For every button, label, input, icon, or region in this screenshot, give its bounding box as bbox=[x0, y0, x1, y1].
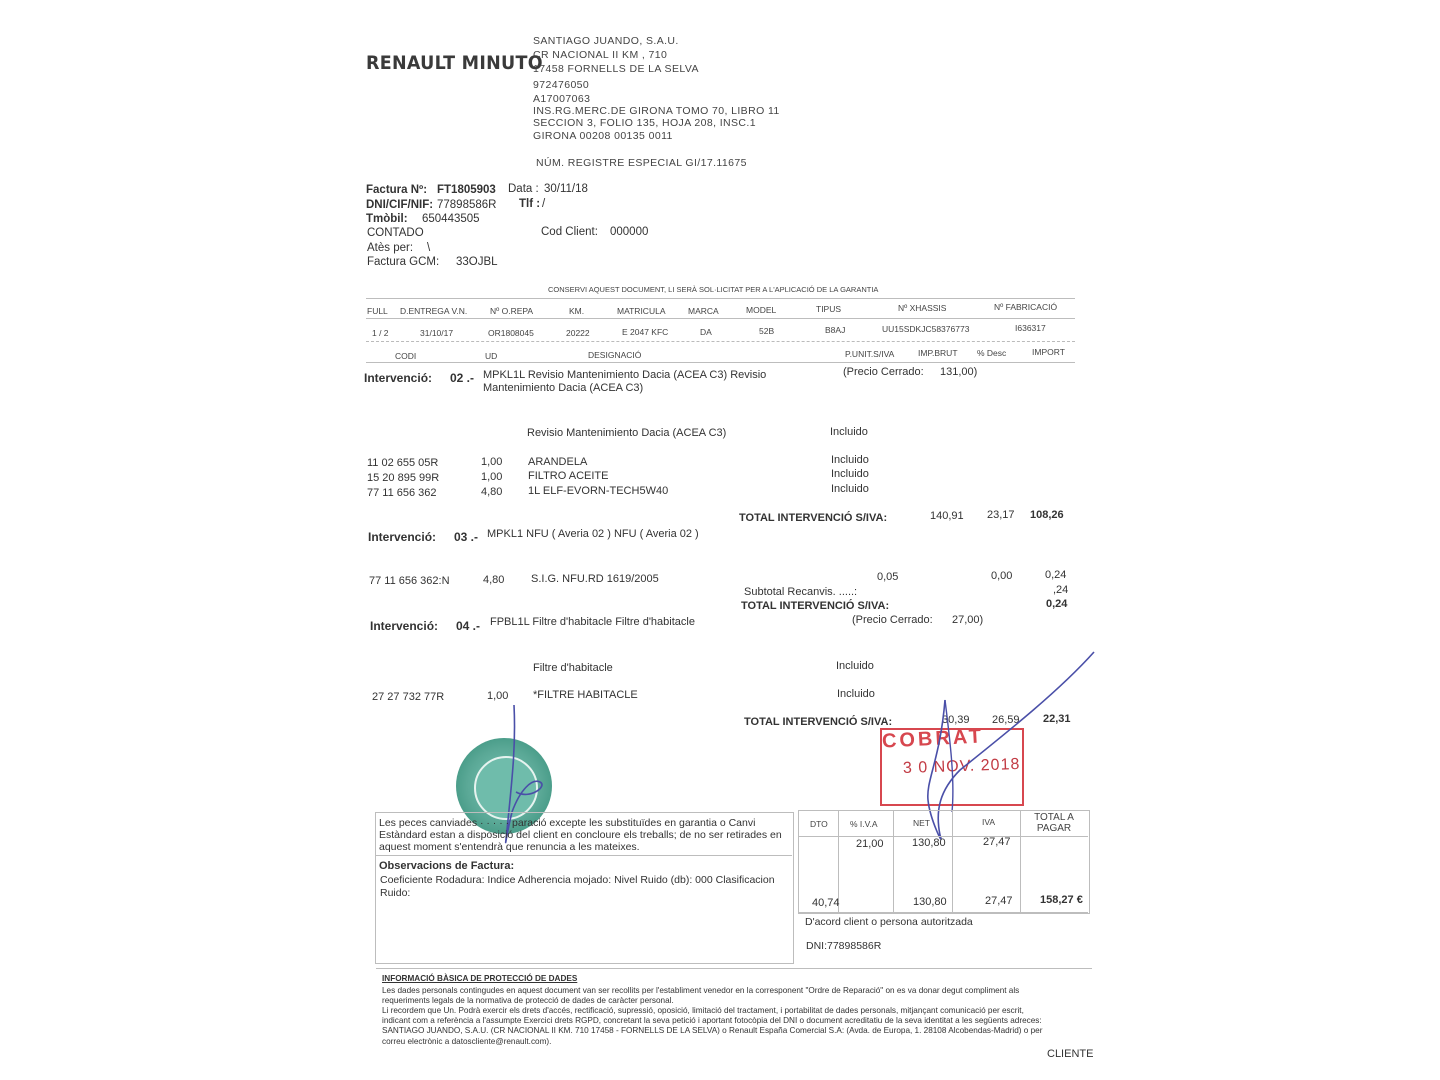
intervention-description: MPKL1 NFU ( Averia 02 ) NFU ( Averia 02 ) bbox=[487, 528, 699, 540]
observations-text-cont: Ruido: bbox=[380, 887, 411, 899]
part-qty: 4,80 bbox=[481, 486, 503, 498]
intervention-total-import: 108,26 bbox=[1030, 509, 1064, 521]
intervention-description: MPKL1L Revisio Mantenimiento Dacia (ACEA C3) Revisio bbox=[483, 369, 767, 381]
intervention-number: 04 .- bbox=[456, 619, 481, 633]
vehicle-header-chassis: Nº XHASSIS bbox=[898, 303, 947, 313]
vehicle-header-delivery: D.ENTREGA V.N. bbox=[400, 306, 468, 316]
observations-title: Observacions de Factura: bbox=[379, 860, 515, 872]
part-status: Incluido bbox=[831, 454, 869, 466]
intervention-total-label: TOTAL INTERVENCIÓ S/IVA: bbox=[739, 512, 888, 524]
paid-stamp-word: COBRAT bbox=[881, 725, 985, 753]
company-city: 17458 FORNELLS DE LA SELVA bbox=[533, 63, 699, 75]
service-status: Incluido bbox=[836, 660, 874, 672]
vehicle-plate: E 2047 KFC bbox=[622, 327, 669, 337]
factura-label: Factura Nº: bbox=[366, 184, 428, 196]
part-code: 77 11 656 362 bbox=[367, 487, 437, 499]
totals-vat: 27,47 bbox=[983, 836, 1011, 848]
totals-net: 130,80 bbox=[913, 896, 947, 908]
intervention-label: Intervenció: bbox=[364, 371, 433, 385]
observations-text: Coeficiente Rodadura: Indice Adherencia mojado: Nivel Ruido (db): 000 Clasificacion bbox=[380, 874, 775, 886]
factura-number: FT1805903 bbox=[437, 184, 496, 196]
tlf-label: Tlf : bbox=[519, 198, 541, 210]
warranty-notice: CONSERVI AQUEST DOCUMENT, LI SERÀ SOL·LICITAT PER A L'APLICACIÓ DE LA GARANTIA bbox=[548, 285, 879, 294]
notes-line: Les peces canviades · · · · · paració excepte les substituïdes en garantia o Canvi bbox=[379, 817, 756, 829]
company-address: CR NACIONAL II KM , 710 bbox=[533, 49, 668, 61]
service-title: Revisio Mantenimiento Dacia (ACEA C3) bbox=[527, 427, 727, 439]
intervention-description-cont: Mantenimiento Dacia (ACEA C3) bbox=[483, 382, 644, 394]
totals-header-vat-pct: % I.V.A bbox=[850, 819, 878, 829]
part-code: 15 20 895 99R bbox=[367, 472, 440, 484]
client-code-label: Cod Client: bbox=[541, 226, 598, 238]
intervention-label: Intervenció: bbox=[370, 619, 439, 633]
dni-label: DNI/CIF/NIF: bbox=[366, 199, 434, 211]
part-discount: 0,00 bbox=[991, 570, 1013, 582]
total-to-pay: 158,27 € bbox=[1040, 894, 1083, 906]
vehicle-header-manufacture: Nº FABRICACIÓ bbox=[994, 302, 1058, 312]
company-registry-3: GIRONA 00208 00135 0011 bbox=[533, 130, 673, 142]
vehicle-sheet: 1 / 2 bbox=[372, 328, 389, 338]
totals-header-discount: DTO bbox=[810, 819, 828, 829]
vehicle-brand: DA bbox=[700, 327, 712, 337]
part-code: 27 27 732 77R bbox=[372, 691, 445, 703]
attended-by-label: Atès per: bbox=[367, 242, 414, 254]
col-header-code: CODI bbox=[395, 351, 417, 361]
part-unit-price: 0,05 bbox=[877, 571, 899, 583]
intervention-total-import: 0,24 bbox=[1046, 598, 1068, 610]
divider bbox=[1020, 810, 1021, 912]
totals-header-net: NET bbox=[913, 818, 930, 828]
subtotal-value: ,24 bbox=[1053, 584, 1069, 596]
part-status: Incluido bbox=[837, 688, 875, 700]
vehicle-type: B8AJ bbox=[825, 325, 846, 335]
gcm-label: Factura GCM: bbox=[367, 256, 440, 268]
company-registry-1: INS.RG.MERC.DE GIRONA TOMO 70, LIBRO 11 bbox=[533, 105, 780, 117]
divider bbox=[952, 810, 953, 912]
client-code-value: 000000 bbox=[610, 226, 649, 238]
divider bbox=[798, 912, 1088, 913]
vehicle-header-order: Nº O.REPA bbox=[490, 306, 534, 316]
totals-vat-pct: 21,00 bbox=[856, 838, 884, 850]
date-label: Data : bbox=[508, 183, 539, 195]
part-qty: 1,00 bbox=[481, 471, 503, 483]
intervention-number: 02 .- bbox=[450, 371, 475, 385]
totals-discount: 40,74 bbox=[812, 897, 840, 909]
privacy-text: SANTIAGO JUANDO, S.A.U. (CR NACIONAL II KM. 710 17458 - FORNELLS DE LA SELVA) o Renault España Comercial S.A: (Avda. de Europa, 1. 28108 Alcobendas-Madrid) o per bbox=[382, 1026, 1043, 1035]
intervention-number: 03 .- bbox=[454, 530, 479, 544]
company-cif: A17007063 bbox=[533, 93, 591, 105]
closed-price-value: 131,00) bbox=[940, 366, 978, 378]
privacy-text: Li recordem que Un. Podrà exercir els drets d'accés, rectificació, supressió, oposició, limitació del tractament, i portabilitat de dades personals, mitjançant comunicació per escrit, bbox=[382, 1006, 1024, 1015]
closed-price-value: 27,00) bbox=[952, 614, 984, 626]
privacy-text: correu electrònic a datoscliente@renault.com). bbox=[382, 1037, 552, 1046]
vehicle-header-full: FULL bbox=[367, 306, 388, 316]
vehicle-header-brand: MARCA bbox=[688, 306, 719, 316]
mobile-label: Tmòbil: bbox=[366, 213, 408, 225]
divider bbox=[375, 855, 792, 856]
intervention-total-label: TOTAL INTERVENCIÓ S/IVA: bbox=[744, 716, 893, 728]
col-header-designation: DESIGNACIÓ bbox=[588, 350, 642, 360]
part-status: Incluido bbox=[831, 483, 869, 495]
paid-stamp-date: 3 0 NOV. 2018 bbox=[902, 755, 1021, 778]
totals-vat: 27,47 bbox=[985, 895, 1013, 907]
vehicle-repair-order: OR1808045 bbox=[488, 328, 534, 338]
service-title: Filtre d'habitacle bbox=[533, 662, 613, 674]
vehicle-chassis: UU15SDKJC58376773 bbox=[882, 324, 970, 334]
signer-dni: DNI:77898586R bbox=[806, 940, 882, 952]
part-code: 11 02 655 05R bbox=[367, 457, 439, 469]
privacy-text: Les dades personals contingudes en aquest document van ser recollits per l'establiment venedor en la corresponent "Ordre de Reparació" on es va donar degut compliment als bbox=[382, 986, 1020, 995]
tlf-value: / bbox=[542, 198, 546, 210]
payment-method: CONTADO bbox=[367, 227, 424, 239]
part-description: *FILTRE HABITACLE bbox=[533, 689, 638, 701]
part-qty: 4,80 bbox=[483, 574, 505, 586]
col-header-discount: % Desc bbox=[977, 348, 1007, 358]
renault-minuto-logo: RENAULT MINUTO bbox=[366, 52, 543, 74]
divider bbox=[893, 810, 894, 912]
gcm-value: 33OJBL bbox=[456, 256, 498, 268]
vehicle-delivery-date: 31/10/17 bbox=[420, 328, 454, 338]
special-registry: NÚM. REGISTRE ESPECIAL GI/17.11675 bbox=[536, 157, 747, 169]
vehicle-header-type: TIPUS bbox=[816, 304, 842, 314]
part-qty: 1,00 bbox=[487, 690, 509, 702]
company-phone: 972476050 bbox=[533, 79, 590, 91]
company-registry-2: SECCION 3, FOLIO 135, HOJA 208, INSC.1 bbox=[533, 117, 756, 129]
intervention-total-discount: 23,17 bbox=[987, 509, 1015, 521]
vehicle-header-km: KM. bbox=[569, 306, 585, 316]
closed-price-label: (Precio Cerrado: bbox=[843, 366, 924, 378]
vehicle-manufacture-number: I636317 bbox=[1015, 323, 1046, 333]
col-header-unit-price: P.UNIT.S/IVA bbox=[845, 349, 895, 359]
vehicle-header-model: MODEL bbox=[746, 305, 777, 315]
intervention-total-label: TOTAL INTERVENCIÓ S/IVA: bbox=[741, 600, 890, 612]
invoice-date: 30/11/18 bbox=[544, 183, 588, 195]
dni-value: 77898586R bbox=[437, 199, 497, 211]
intervention-label: Intervenció: bbox=[368, 530, 437, 544]
part-import: 0,24 bbox=[1045, 569, 1067, 581]
agreement-label: D'acord client o persona autoritzada bbox=[805, 916, 973, 928]
company-name: SANTIAGO JUANDO, S.A.U. bbox=[533, 35, 679, 47]
col-header-gross: IMP.BRUT bbox=[918, 348, 958, 358]
intervention-total-import: 22,31 bbox=[1043, 713, 1071, 725]
attended-by-value: \ bbox=[427, 242, 431, 254]
copy-label: CLIENTE bbox=[1047, 1048, 1094, 1060]
mobile-value: 650443505 bbox=[422, 213, 480, 225]
vehicle-model: 52B bbox=[759, 326, 775, 336]
closed-price-label: (Precio Cerrado: bbox=[852, 614, 933, 626]
privacy-text: requeriments legals de la normativa de protecció de dades de caràcter personal. bbox=[382, 996, 674, 1005]
vehicle-km: 20222 bbox=[566, 328, 590, 338]
part-status: Incluido bbox=[831, 468, 869, 480]
part-code: 77 11 656 362:N bbox=[369, 575, 450, 587]
part-description: FILTRO ACEITE bbox=[528, 470, 609, 482]
privacy-text: indicant com a referència a l'assumpte Exercici drets RGPD, concretant la seva petició i aportant fotocòpia del DNI o document acreditatiu de la seva identitat a les següents adreces: bbox=[382, 1016, 1042, 1025]
service-status: Incluido bbox=[830, 426, 868, 438]
part-description: ARANDELA bbox=[528, 456, 588, 468]
notes-line: aquest moment s'entendrà que renuncia a les mateixes. bbox=[379, 841, 640, 853]
intervention-total-discount: 26,59 bbox=[992, 714, 1020, 726]
part-qty: 1,00 bbox=[481, 456, 503, 468]
col-header-import: IMPORT bbox=[1032, 347, 1065, 357]
intervention-total-gross: 140,91 bbox=[930, 510, 964, 522]
divider bbox=[376, 968, 1092, 969]
intervention-description: FPBL1L Filtre d'habitacle Filtre d'habitacle bbox=[490, 616, 695, 628]
intervention-total-gross: 30,39 bbox=[942, 714, 970, 726]
col-header-units: UD bbox=[485, 351, 498, 361]
part-description: S.I.G. NFU.RD 1619/2005 bbox=[531, 573, 659, 585]
totals-net: 130,80 bbox=[912, 837, 946, 849]
privacy-title: INFORMACIÓ BÀSICA DE PROTECCIÓ DE DADES bbox=[382, 974, 578, 983]
totals-header-total: TOTAL A PAGAR bbox=[1034, 812, 1074, 834]
totals-header-vat: IVA bbox=[982, 817, 996, 827]
vehicle-header-plate: MATRICULA bbox=[617, 306, 666, 316]
subtotal-label: Subtotal Recanvis. .....: bbox=[744, 586, 858, 598]
notes-line: Estàndard estan a disposició del client en concloure els treballs; de no ser retirades en bbox=[379, 829, 782, 841]
part-description: 1L ELF-EVORN-TECH5W40 bbox=[528, 485, 669, 497]
